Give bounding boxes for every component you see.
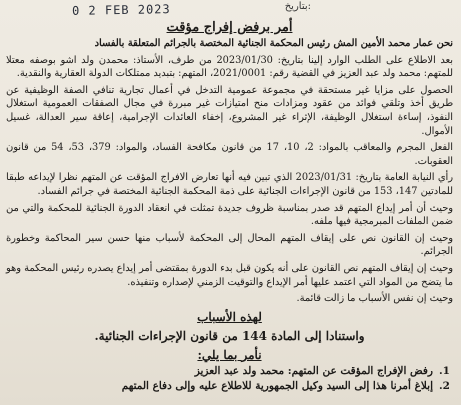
paragraph-9: وحيث إن نفس الأسباب ما زالت قائمة. — [296, 293, 453, 305]
orders-list — [6, 365, 453, 394]
paragraph-5: رأي النيابة العامة بتاريخ: 2023/01/31 الذي تبين فيه أنها تعارض الافراج المؤقت عن المتهم نظرا لإيداعه طبقا للمادتين 147، 153 من قانون الإجراءات الجنائية على ذمة المحكمة الجنائية المختصة في جرائم الفساد. — [6, 172, 453, 197]
paragraph-4: الفعل المجرم والمعاقب بالمواد: 2، 10، 17 من قانون مكافحة الفساد، والمواد: 379، 53، 54 من قانون العقوبات. — [6, 142, 454, 167]
paragraph-6: وحيث أن أمر إيداع المتهم قد صدر بمناسبة ظروف جديدة تمثلت في انعقاد الدورة الجنائية للمحكمة والتي من ضمن الملفات المبرمجية فيها ملفه. — [6, 202, 453, 228]
paragraph-1: نحن عمار محمد الأمين المش رئيس المحكمة الجنائية المختصة بالجرائم المتعلقة بالفساد — [94, 38, 453, 49]
paragraph-8: وحيث إن إيقاف المتهم نص القانون على أنه يكون قبل بدء الدورة بمقتضى أمر إيداع يصدره رئيس المحكمة وهو ما يتضح من المواد التي اعتمد عليها أمر الإيداع والتوقيت الزمني لإصداره وتنفيذه. — [6, 262, 453, 288]
legal-basis: واستنادا إلى المادة 144 من قانون الإجراءات الجنائية. — [94, 328, 365, 343]
order-text: رفض الإفراج المؤقت عن المتهم: محمد ولد عبد العزيز — [194, 364, 433, 377]
reasons-heading: لهذه الأسباب — [197, 309, 262, 324]
order-text: إبلاغ أمرنا هذا إلى السيد وكيل الجمهورية للاطلاع عليه وإلى دفاع المتهم — [121, 380, 433, 393]
paragraph-2: بعد الاطلاع على الطلب الوارد إلينا بتاريخ: 2023/01/30 من طرف، الأستاذ: محمدن ولد اشو بوصفه معتلا للمتهم: محمد ولد عبد العزيز في القضية رقم: 2021/0001، المتهم: بتبديد ممتلكات الدولة العقارية والنقدية. — [6, 54, 453, 80]
paragraph-3: الحصول على مزايا غير مستحقة في مجموعة عمومية التدخل في أعمال تجارية تنافي الصفة الوظيفية عن طريق أخذ وتلقي فوائد من عقود ومزادات منح امتيازات غير مبررة في مجال الصفقات العمومية استغلال النفوذ، إساءة استغلال الوظيفة، الإثراء غير المشروع، إخفاء العائدات الإجرامية، إعاقة سير العدالة، غسيل الأموال. — [6, 84, 453, 137]
order-item — [6, 380, 453, 394]
date-label: بتاريخ: — [284, 1, 311, 12]
document-title: أمر برفض إفراج مؤقت — [166, 20, 293, 35]
document-body — [6, 20, 453, 396]
orders-heading: نأمر بما يلي: — [197, 347, 262, 362]
date-stamp: 0 2 FEB 2023 — [71, 2, 171, 18]
order-number: 1. — [439, 364, 450, 377]
order-number: 2. — [439, 380, 450, 393]
paragraph-7: وحيث إن القانون نص على إيقاف المتهم المحال إلى المحكمة لأسباب منها حسن سير المحاكمة وخطورة الجرائم. — [6, 232, 453, 258]
order-item — [6, 365, 453, 379]
